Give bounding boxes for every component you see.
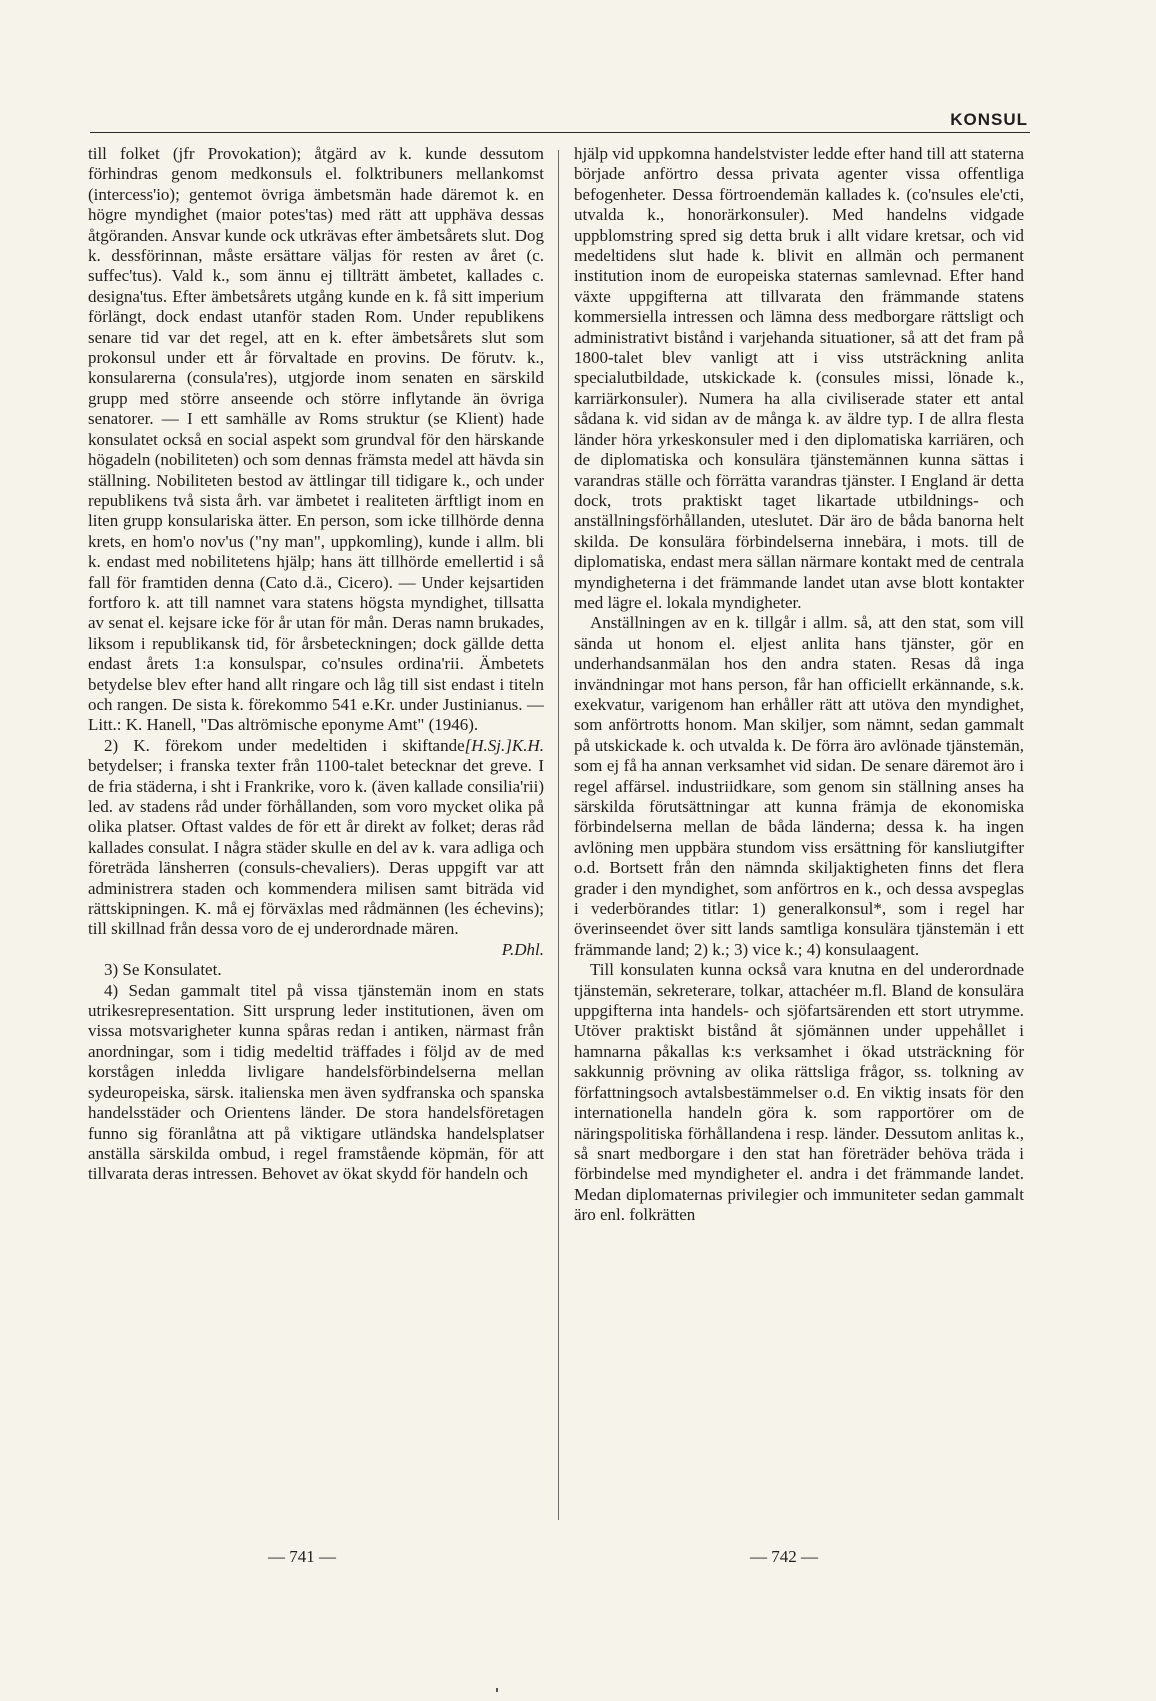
- paragraph-1: till folket (jfr Provokation); åtgärd av k. kunde dessutom förhindras genom medkonsuls el. folktribuners mellankomst (intercess'io); gentemot övriga ämbetsmän hade däremot k. en högre myndighet (maior potes'tas) med rätt att upphäva dessas åtgöranden. Ansvar kunde ock utkrävas efter ämbetsårets slut. Dog k. dessförinnan, måste ersättare väljas för resten av året (c. suffec'tus). Vald k., som ännu ej tillträtt ämbetet, kallades c. designa'tus. Efter ämbetsårets utgång kunde en k. få sitt imperium förlängt, dock endast utanför staden Rom. Under republikens senare tid var det regel, att en k. efter ämbetsårets slut som prokonsul under ett år förvaltade en provins. De förutv. k., konsularerna (consula'res), utgjorde inom senaten en särskild grupp med större anseende och större inflytande än övriga senatorer. — I ett samhälle av Roms struktur (se Klient) hade konsulatet också en social aspekt som grundval för den härskande högadeln (nobiliteten) och som dennas främsta medel att hävda sin ställning. Nobiliteten bestod av ättlingar till tidigare k., och under republikens två sista årh. var ämbetet i realiteten ärftligt inom en liten grupp konsulariska ätter. En person, som icke tillhörde denna krets, en hom'o nov'us ("ny man", uppkomling), kunde i allm. bli k. endast med nobilitetens hjälp; hans ätt tillhörde emellertid i så fall för framtiden denna (Cato d.ä., Cicero). — Under kejsartiden fortforo k. att till namnet vara statens högsta myndighet, tillsatta av senat el. kejsare icke för år utan för mån. Deras namn brukades, liksom i republikansk tid, för årsbeteckningen; dock gällde detta endast årets 1:a konsulspar, co'nsules ordina'rii. Ämbetets betydelse blev efter hand allt ringare och låg till sist endast i titeln och rangen. De sista k. förekommo 541 e.Kr. under Justinianus. — Litt.: K. Hanell, "Das altrömische eponyme Amt" (1946).: [88, 144, 544, 735]
- paragraph-3: 3) Se Konsulatet.: [104, 960, 222, 980]
- signature: P.Dhl.: [501, 939, 544, 959]
- running-header: KONSUL: [950, 110, 1028, 129]
- paragraph-2: 2) K. förekom under medeltiden i skiftande betydelser; i franska texter från 1100-talet betecknar det greve. I de fria städerna, i sht i Frankrike, voro k. (även kallade consilia'rii) led. av stadens råd under förhållanden, som voro mycket olika på olika platser. Oftast valdes de för ett år direkt av folket; deras råd kallades consulat. I några städer skulle en del av k. vara adliga och företräda länsherren (consuls-chevaliers). Deras uppgift var att administrera staden och kommendera milisen samt biträda vid rättskipningen. K. må ej förväxlas med rådmännen (les échevins); till skillnad från dessa voro de ej underordnade mären.: [88, 735, 544, 939]
- signature: [H.Sj.]K.H.: [464, 735, 544, 755]
- paragraph-5: hjälp vid uppkomna handelstvister ledde efter hand till att staterna började anförtro dessa privata agenter vissa offentliga befogenheter. Dessa förtroendemän kallades k. (co'nsules ele'cti, utvalda k., honorärkonsuler). Med handelns vidgade uppblomstring spred sig detta bruk i allt vidare kretsar, och vid medeltidens slut hade k. blivit en allmän och permanent institution inom de europeiska staternas samlevnad. Efter hand växte uppgifterna att tillvarata den främmande statens kommersiella intressen och lämna dess medborgare rättsligt och administrativt bistånd i varjehanda situationer, så att det fram på 1800-talet blev vanligt att i viss utsträckning anlita specialutbildade, utskickade k. (consules missi, lönade k., karriärkonsuler). Numera ha alla civiliserade stater ett antal sådana k. vid sidan av de många k. av äldre typ. I de allra flesta länder höra yrkeskonsuler med i den diplomatiska karriären, och de diplomatiska och konsulära tjänstemännen kunna sättas i varandras ställe och förrätta varandras tjänster. I England är detta dock, trots praktiskt taget likartade utbildnings- och anställningsförhållanden, uteslutet. Där äro de båda banorna helt skilda. De konsulära förbindelserna innebära, i mots. till de diplomatiska, endast mera sällan närmare kontakt med de centrala myndigheterna i det främmande landet utan avse blott kontakter med lägre el. lokala myndigheter.: [574, 144, 1024, 612]
- paragraph-6: Anställningen av en k. tillgår i allm. så, att den stat, som vill sända ut honom el. eljest anlita hans tjänster, gör en underhandsanmälan hos den andra staten. Resas då inga invändningar mot hans person, får han officiellt erkännande, s.k. exekvatur, varigenom han erhåller rätt att utöva den myndighet, som anförtrotts honom. Man skiljer, som nämnt, sedan gammalt på utskickade k. och utvalda k. De förra äro avlönade tjänstemän, som ej få ha annan verksamhet vid sidan. De senare däremot äro i regel affärsel. industriidkare, som genom sin ställning anses ha särskilda förutsättningar att kunna främja de ekonomiska förbindelserna mellan de båda länderna; dessa k. ha ingen avlöning men uppbära stundom viss ersättning för kansliutgifter o.d. Bortsett från den nämnda skiljaktigheten finns det flera grader i den myndighet, som anförtros en k., och dessa avspeglas i vederbörandes titlar: 1) generalkonsul*, som i regel har överinseendet över sitt lands samtliga konsulära tjänstemän i ett främmande land; 2) k.; 3) vice k.; 4) konsulaagent.: [574, 613, 1024, 959]
- column-rule: [558, 150, 559, 1520]
- page-number-left: — 741 —: [268, 1547, 336, 1566]
- paper-speck: [496, 1688, 498, 1692]
- header-rule: [90, 132, 1030, 133]
- paragraph-7: Till konsulaten kunna också vara knutna en del underordnade tjänstemän, sekreterare, tolkar, attachéer m.fl. Bland de konsulära uppgifterna inta handels- och sjöfartsärenden ett stort utrymme. Utöver praktiskt bistånd åt sjömännen under uppehållet i hamnarna påkallas k:s verksamhet i ökad utsträckning för sakkunnig prövning av olika rättsliga frågor, ss. tolkning av författningsoch avtalsbestämmelser o.d. En viktig insats för den internationella handeln göra k. som rapportörer om de näringspolitiska förhållandena i resp. länder. Dessutom anlitas k., så snart medborgare i den stat han företräder behöva träda i förbindelse med myndigheter el. andra i det främmande landet. Medan diplomaternas privilegier och immuniteter sedan gammalt äro enl. folkrätten: [574, 960, 1024, 1225]
- page-number-right: — 742 —: [750, 1547, 818, 1566]
- right-column: [574, 144, 1024, 1524]
- left-column: [88, 144, 544, 1524]
- paragraph-4: 4) Sedan gammalt titel på vissa tjänstemän inom en stats utrikesrepresentation. Sitt ursprung leder institutionen, även om vissa motsvarigheter kunna spåras redan i antiken, närmast från anordningar, som i tidig medeltid träffades i följd av de med korstågen inledda livligare handelsförbindelserna mellan sydeuropeiska, särsk. italienska men även sydfranska och spanska handelsstäder och Orientens länder. De stora handelsföretagen funno sig föranlåtna att på viktigare utländska handelsplatser anställa särskilda ombud, i regel framstående köpmän, för att tillvarata deras intressen. Behovet av ökat skydd för handeln och: [88, 980, 544, 1184]
